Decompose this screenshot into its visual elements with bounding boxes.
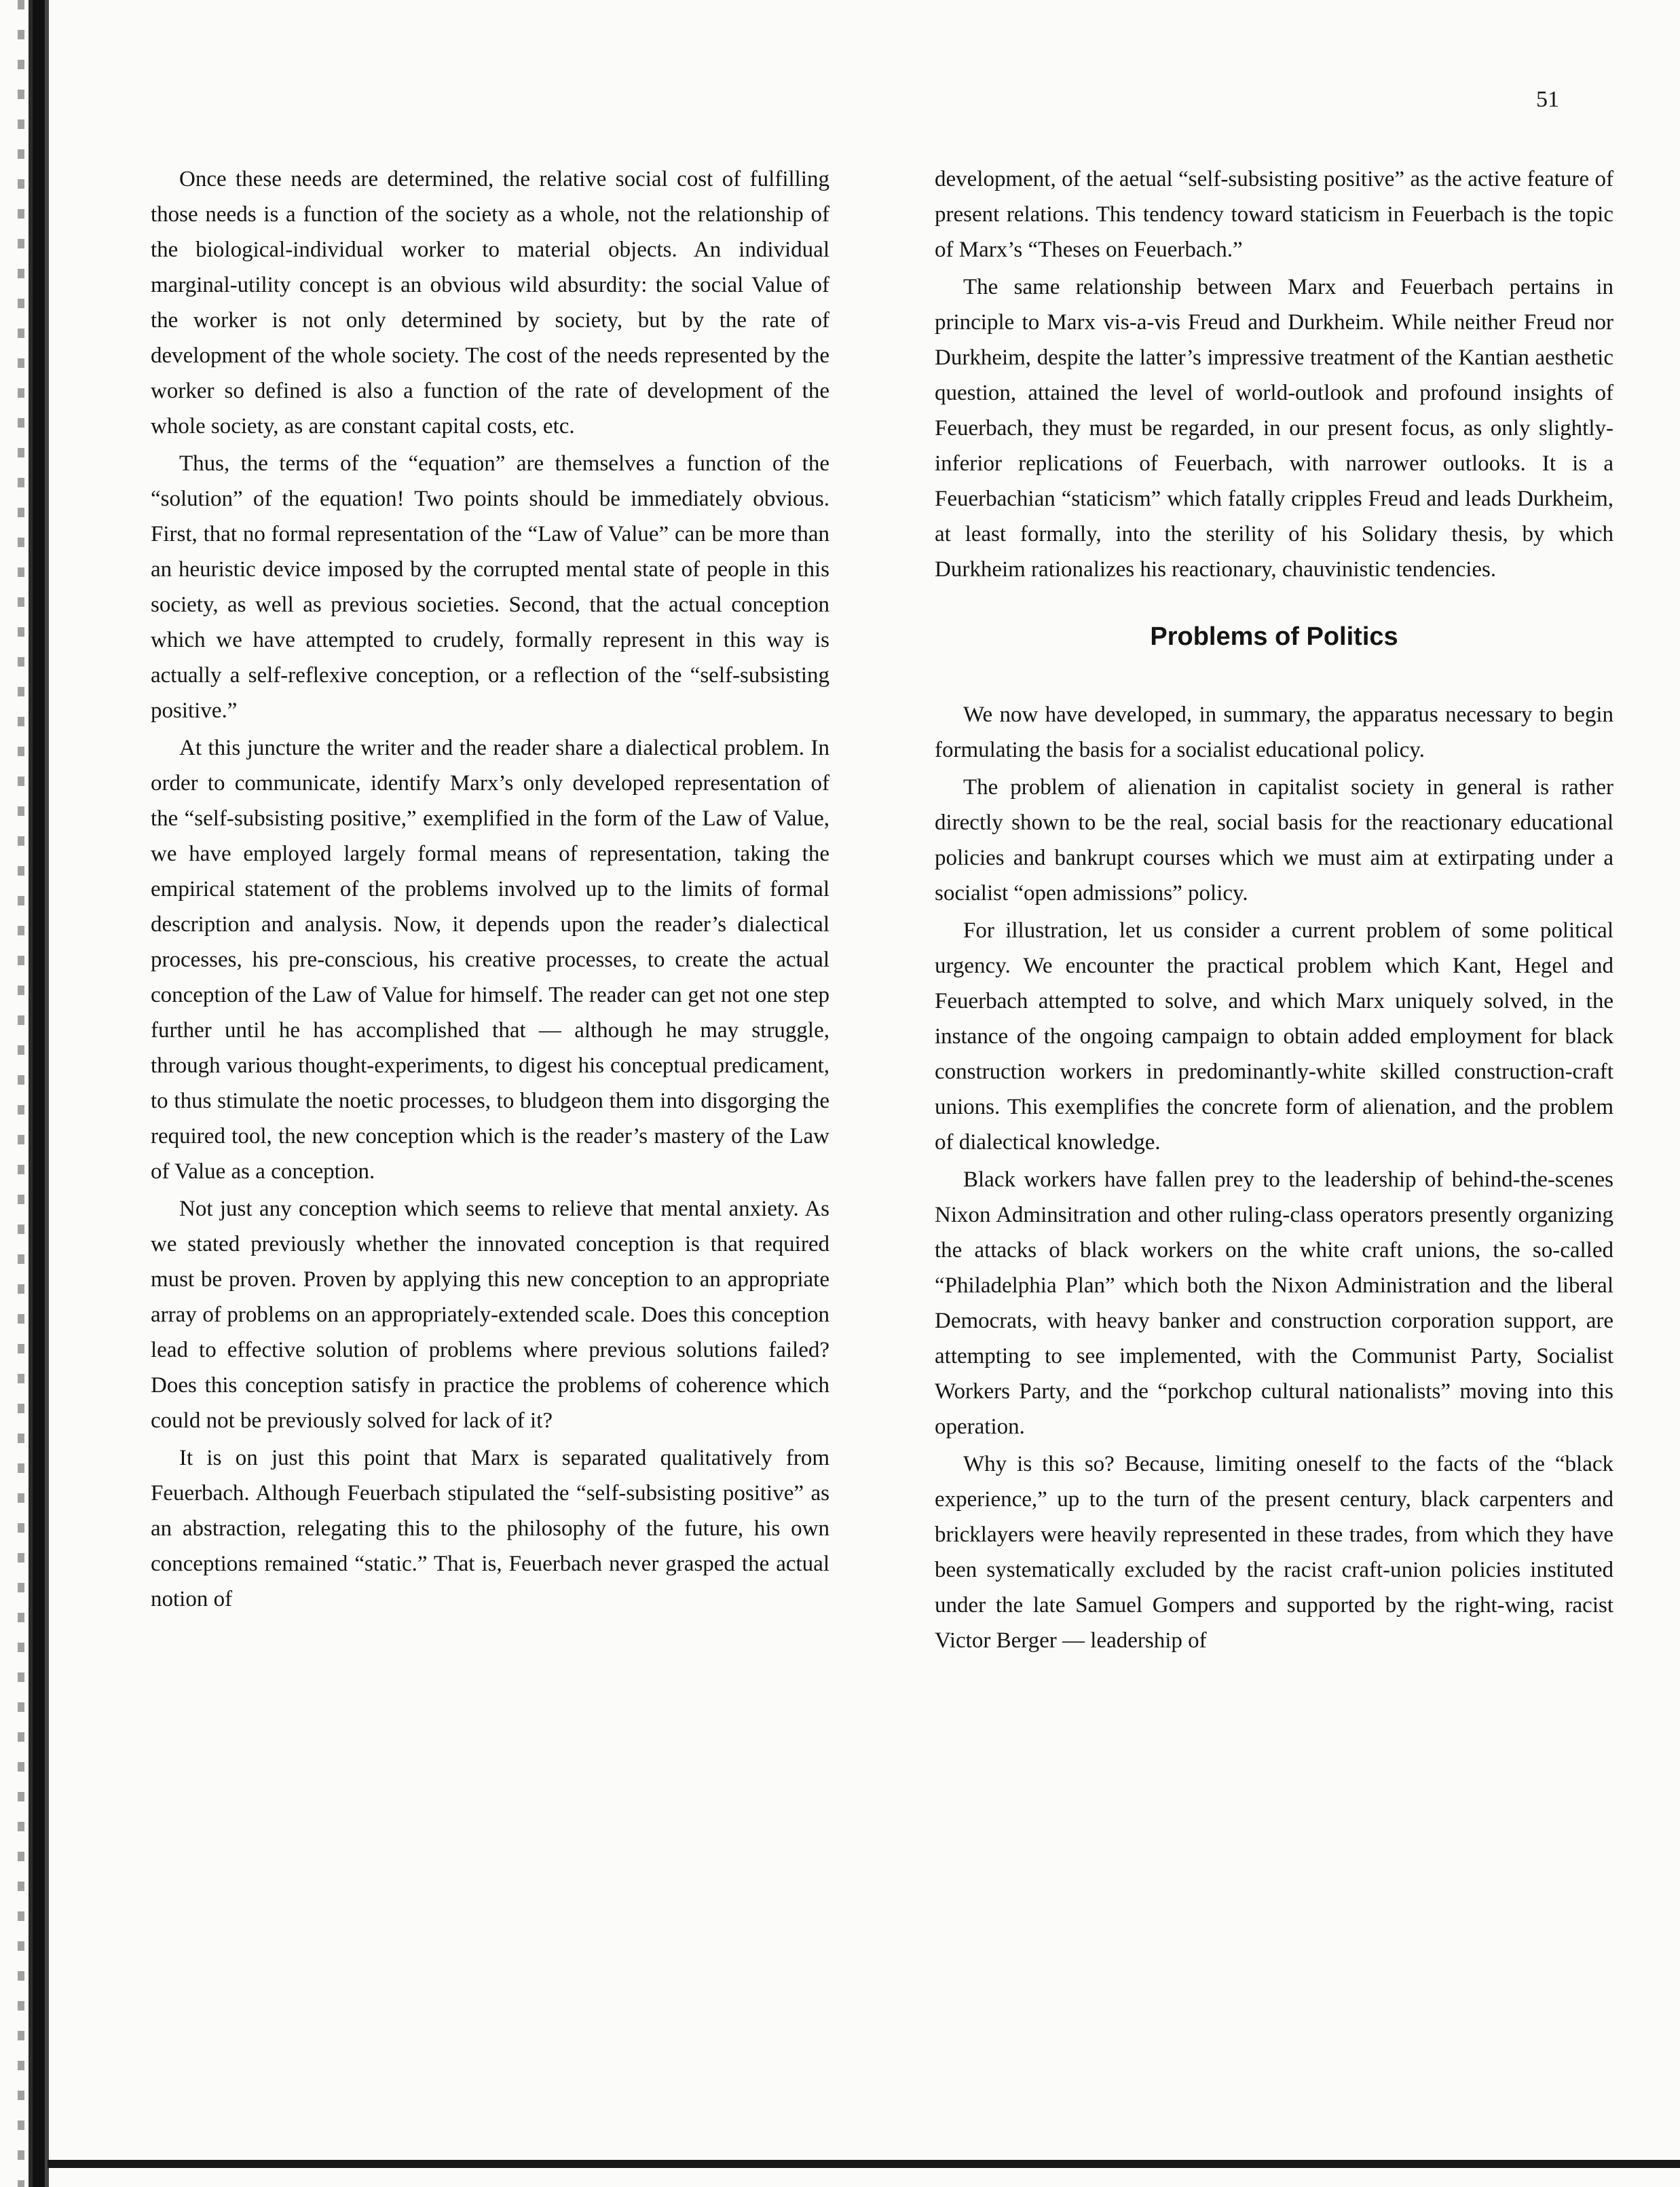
left-paragraph-5: It is on just this point that Marx is separated qualitatively from Feuerbach. Although Feuerbach stipulated the “self-subsisting positive” as an abstraction, relegating this to the philosophy of the future, his own conceptions remained “static.” That is, Feuerbach never grasped the actual notion of xyxy=(151,1446,829,1611)
heading-space-bottom xyxy=(935,654,1613,697)
bottom-rule xyxy=(48,2160,1680,2168)
heading-space-top xyxy=(935,587,1613,619)
section-heading: Problems of Politics xyxy=(1150,622,1398,651)
binding-edge xyxy=(33,0,45,2187)
left-paragraph-2: Thus, the terms of the “equation” are themselves a function of the “solution” of the equation! Two points should be immediately obvious. First, that no formal representation of the “Law of Value” can be more than an heuristic device imposed by the corrupted mental state of people in this society, as well as previous societies. Second, that the actual conception which we have attempted to crudely, formally represent in this way is actually a self-reflexive conception, or a reflection of the “self-subsisting positive.” xyxy=(151,451,829,723)
right-paragraph-6: Black workers have fallen prey to the leadership of behind-the-scenes Nixon Adminsitration and other ruling-class operators presently organizing the attacks of black workers on the white craft unions, the so-called “Philadelphia Plan” which both the Nixon Administration and the liberal Democrats, with heavy banker and construction corporation support, are attempting to see implemented, with the Communist Party, Socialist Workers Party, and the “porkchop cultural nationalists” moving into this operation. xyxy=(935,1167,1613,1439)
right-paragraph-5: For illustration, let us consider a current problem of some political urgency. We encounter the practical problem which Kant, Hegel and Feuerbach attempted to solve, and which Marx uniquely solved, in the instance of the ongoing campaign to obtain added employment for black construction workers in predominantly-white skilled construction-craft unions. This exemplifies the concrete form of alienation, and the problem of dialectical knowledge. xyxy=(935,918,1613,1155)
right-paragraph-7: Why is this so? Because, limiting oneself to the facts of the “black experience,” up to the turn of the present century, black carpenters and bricklayers were heavily represented in these trades, from which they have been systematically excluded by the racist craft-union policies instituted under the late Samuel Gompers and supported by the right-wing, racist Victor Berger — leadership of xyxy=(935,1452,1613,1653)
right-paragraph-1: development, of the aetual “self-subsisting positive” as the active feature of present relations. This tendency toward staticism in Feuerbach is the topic of Marx’s “Theses on Feuerbach.” xyxy=(935,167,1613,262)
left-column xyxy=(151,162,829,1617)
left-paragraph-1: Once these needs are determined, the relative social cost of fulfilling those needs is a function of the society as a whole, not the relationship of the biological-individual worker to material objects. An individual marginal-utility concept is an obvious wild absurdity: the social Value of the worker is not only determined by society, but by the rate of development of the whole society. The cost of the needs represented by the worker so defined is also a function of the rate of development of the whole society, as are constant capital costs, etc. xyxy=(151,167,829,438)
right-paragraph-4: The problem of alienation in capitalist society in general is rather directly shown to be the real, social basis for the reactionary educational policies and bankrupt courses which we must aim at extirpating under a socialist “open admissions” policy. xyxy=(935,775,1613,905)
page-number: 51 xyxy=(1536,87,1559,112)
right-column xyxy=(935,162,1613,1658)
right-paragraph-3: We now have developed, in summary, the apparatus necessary to begin formulating the basis for a socialist educational policy. xyxy=(935,703,1613,762)
left-paragraph-4: Not just any conception which seems to relieve that mental anxiety. As we stated previously whether the innovated conception is that required must be proven. Proven by applying this new conception to an appropriate array of problems on an appropriately-extended scale. Does this conception lead to effective solution of problems where previous solutions failed? Does this conception satisfy in practice the problems of coherence which could not be previously solved for lack of it? xyxy=(151,1197,829,1433)
right-paragraph-2: The same relationship between Marx and Feuerbach pertains in principle to Marx vis-a-vis Freud and Durkheim. While neither Freud nor Durkheim, despite the latter’s impressive treatment of the Kantian aesthetic question, attained the level of world-outlook and profound insights of Feuerbach, they must be regarded, in our present focus, as only slightly-inferior replications of Feuerbach, with narrower outlooks. It is a Feuerbachian “staticism” which fatally cripples Freud and leads Durkheim, at least formally, into the sterility of his Solidary thesis, by which Durkheim rationalizes his reactionary, chauvinistic tendencies. xyxy=(935,275,1613,582)
left-paragraph-3: At this juncture the writer and the reader share a dialectical problem. In order to communicate, identify Marx’s only developed representation of the “self-subsisting positive,” exemplified in the form of the Law of Value, we have employed largely formal means of representation, taking the empirical statement of the problems involved up to the limits of formal description and analysis. Now, it depends upon the reader’s dialectical processes, his pre-conscious, his creative processes, to create the actual conception of the Law of Value for himself. The reader can get not one step further until he has accomplished that — although he may struggle, through various thought-experiments, to digest his conceptual predicament, to thus stimulate the noetic processes, to bludgeon them into disgorging the required tool, the new conception which is the reader’s mastery of the Law of Value as a conception. xyxy=(151,736,829,1184)
